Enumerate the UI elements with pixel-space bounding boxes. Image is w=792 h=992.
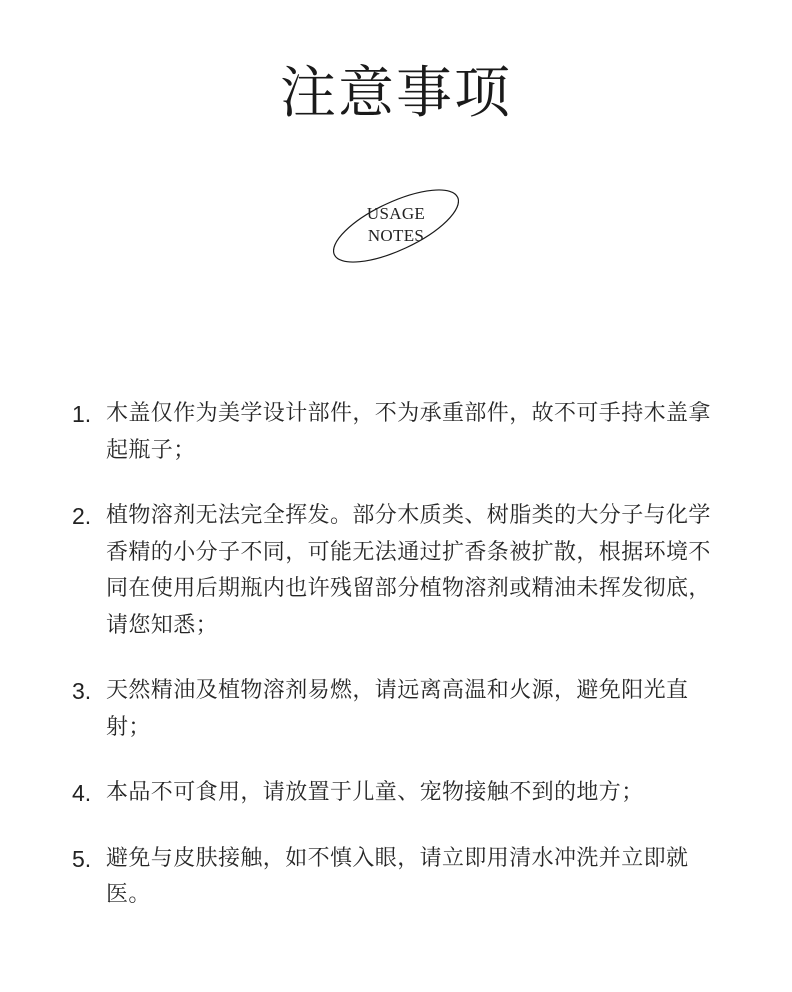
note-item [72,498,722,644]
note-text: 本品不可食用，请放置于儿童、宠物接触不到的地方； [106,780,644,805]
note-text: 避免与皮肤接触，如不慎入眼，请立即用清水冲洗并立即就医。 [106,845,689,907]
note-number: 5. [72,845,92,872]
usage-notes-list [72,396,722,943]
note-item [72,775,722,812]
usage-notes-badge [333,186,459,266]
badge-line-notes: NOTES [367,226,425,245]
note-number: 2. [72,503,92,529]
note-item [72,673,722,746]
page-title: 注意事项 [280,61,512,126]
note-number: 3. [72,678,92,704]
note-text: 植物溶剂无法完全挥发。部分木质类、树脂类的大分子与化学香精的小分子不同，可能无法通过扩香条被扩散，根据环境不同在使用后期瓶内也许残留部分植物溶剂或精油未挥发彻底，请您知悉； [106,503,711,638]
badge-line-usage: USAGE [366,204,426,223]
note-text: 木盖仅作为美学设计部件，不为承重部件，故不可手持木盖拿起瓶子； [106,401,711,463]
note-item [72,841,722,914]
note-number: 1. [72,401,92,427]
note-text: 天然精油及植物溶剂易燃，请远离高温和火源，避免阳光直射； [106,678,689,740]
note-item [72,396,722,469]
note-number: 4. [72,780,92,806]
